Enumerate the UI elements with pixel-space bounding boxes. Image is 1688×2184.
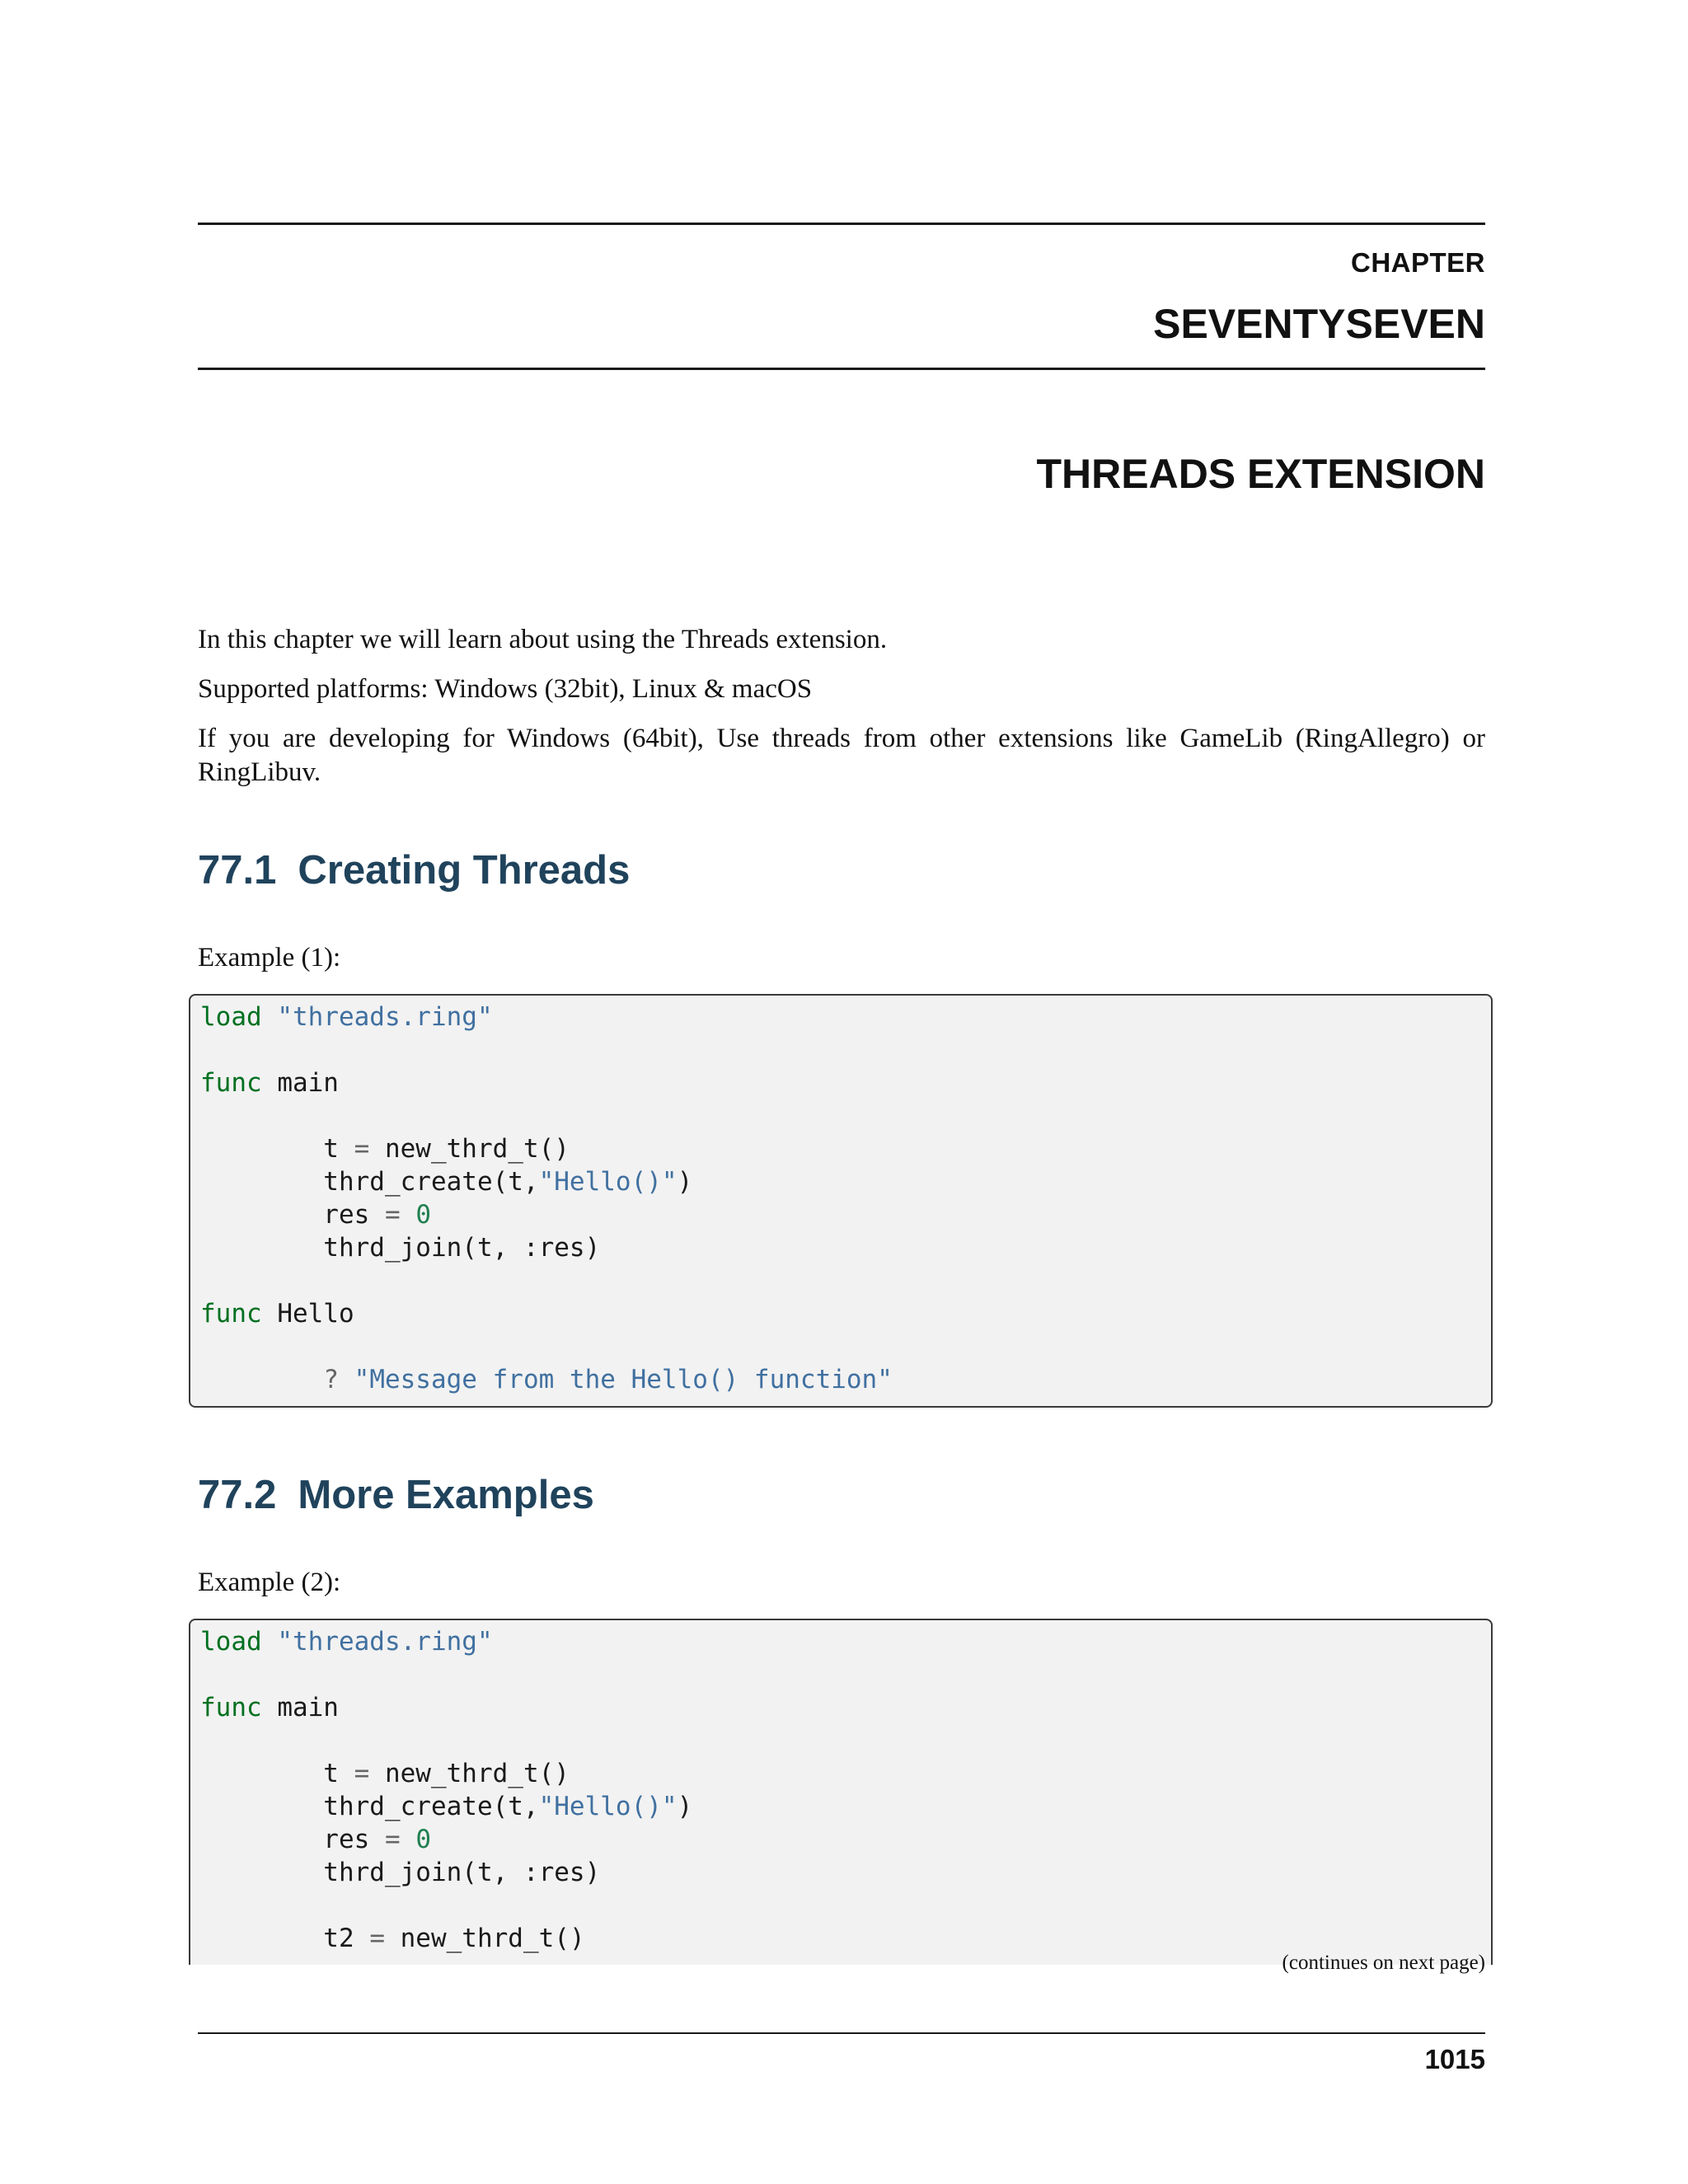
code-token: "Message from the Hello() function" xyxy=(354,1365,893,1394)
code-token xyxy=(262,1002,278,1032)
code-token: "threads.ring" xyxy=(277,1002,493,1032)
code-token xyxy=(401,1825,416,1854)
code-token: t2 xyxy=(200,1924,370,1953)
code-line xyxy=(200,1691,339,1724)
code-token: "Hello()" xyxy=(538,1167,678,1197)
example-2-label: Example (2): xyxy=(198,1568,341,1597)
code-token: main xyxy=(261,1068,339,1098)
code-block-example-1 xyxy=(189,994,1493,1408)
section-number: 77.2 xyxy=(198,1473,277,1517)
code-token: = xyxy=(354,1759,370,1788)
chapter-label: CHAPTER xyxy=(1350,247,1485,278)
code-token: thrd_create(t, xyxy=(200,1167,539,1197)
code-token xyxy=(262,1627,278,1657)
code-token: "Hello()" xyxy=(538,1792,678,1821)
code-line xyxy=(200,1165,692,1198)
code-token: 0 xyxy=(415,1825,431,1854)
code-token: new_thrd_t() xyxy=(384,1924,585,1953)
code-line xyxy=(200,1198,431,1231)
continues-note: (continues on next page) xyxy=(1282,1952,1485,1974)
code-token: thrd_create(t, xyxy=(200,1792,539,1821)
code-line xyxy=(200,1757,570,1790)
code-token xyxy=(401,1200,416,1230)
code-token: func xyxy=(200,1693,262,1722)
code-token: new_thrd_t() xyxy=(369,1134,570,1164)
code-token: Hello xyxy=(261,1299,354,1329)
code-line xyxy=(200,1231,600,1264)
code-line xyxy=(200,1922,585,1955)
example-1-label: Example (1): xyxy=(198,943,341,972)
code-line xyxy=(200,1132,570,1165)
code-token: res xyxy=(200,1200,385,1230)
platforms-paragraph: Supported platforms: Windows (32bit), Linux & macOS xyxy=(198,674,813,704)
code-token: main xyxy=(261,1693,339,1722)
code-token: t xyxy=(200,1134,354,1164)
code-token: "threads.ring" xyxy=(277,1627,493,1657)
section-title: More Examples xyxy=(298,1473,594,1517)
section-heading-creating-threads xyxy=(198,847,630,893)
intro-paragraph: In this chapter we will learn about using the Threads extension. xyxy=(198,625,888,654)
code-line xyxy=(200,1790,692,1823)
code-token: = xyxy=(354,1134,370,1164)
code-token xyxy=(200,1365,323,1394)
footer-rule xyxy=(198,2032,1485,2034)
code-token: = xyxy=(384,1825,401,1854)
code-block-example-2 xyxy=(189,1619,1493,1965)
code-token: thrd_join(t, :res) xyxy=(200,1858,601,1887)
code-token: load xyxy=(200,1627,262,1657)
code-token: thrd_join(t, :res) xyxy=(200,1233,601,1263)
code-line xyxy=(200,1823,431,1856)
code-line xyxy=(200,1363,893,1396)
code-token: = xyxy=(384,1200,401,1230)
code-token: res xyxy=(200,1825,385,1854)
code-token: ) xyxy=(677,1792,693,1821)
section-title: Creating Threads xyxy=(298,848,631,893)
code-token: ) xyxy=(677,1167,693,1197)
code-line xyxy=(200,1066,339,1099)
code-line xyxy=(200,1625,493,1658)
code-token: new_thrd_t() xyxy=(369,1759,570,1788)
code-token: func xyxy=(200,1068,262,1098)
code-token: func xyxy=(200,1299,262,1329)
code-token: = xyxy=(369,1924,385,1953)
section-number: 77.1 xyxy=(198,848,277,893)
chapter-number: SEVENTYSEVEN xyxy=(1153,301,1485,347)
code-line xyxy=(200,1297,354,1330)
code-line xyxy=(200,1001,493,1033)
section-heading-more-examples xyxy=(198,1472,594,1518)
code-token: ? xyxy=(323,1365,339,1394)
code-token: t xyxy=(200,1759,354,1788)
code-token: load xyxy=(200,1002,262,1032)
chapter-title: THREADS EXTENSION xyxy=(1036,451,1485,497)
chapter-top-rule xyxy=(198,223,1485,225)
code-token xyxy=(339,1365,354,1394)
page-number: 1015 xyxy=(1424,2044,1485,2074)
windows-note-paragraph: If you are developing for Windows (64bit), Use threads from other extensions like GameLib (RingAllegro) or RingLibuv. xyxy=(198,724,1485,787)
chapter-bottom-rule xyxy=(198,368,1485,370)
code-token: 0 xyxy=(415,1200,431,1230)
code-line xyxy=(200,1856,600,1889)
